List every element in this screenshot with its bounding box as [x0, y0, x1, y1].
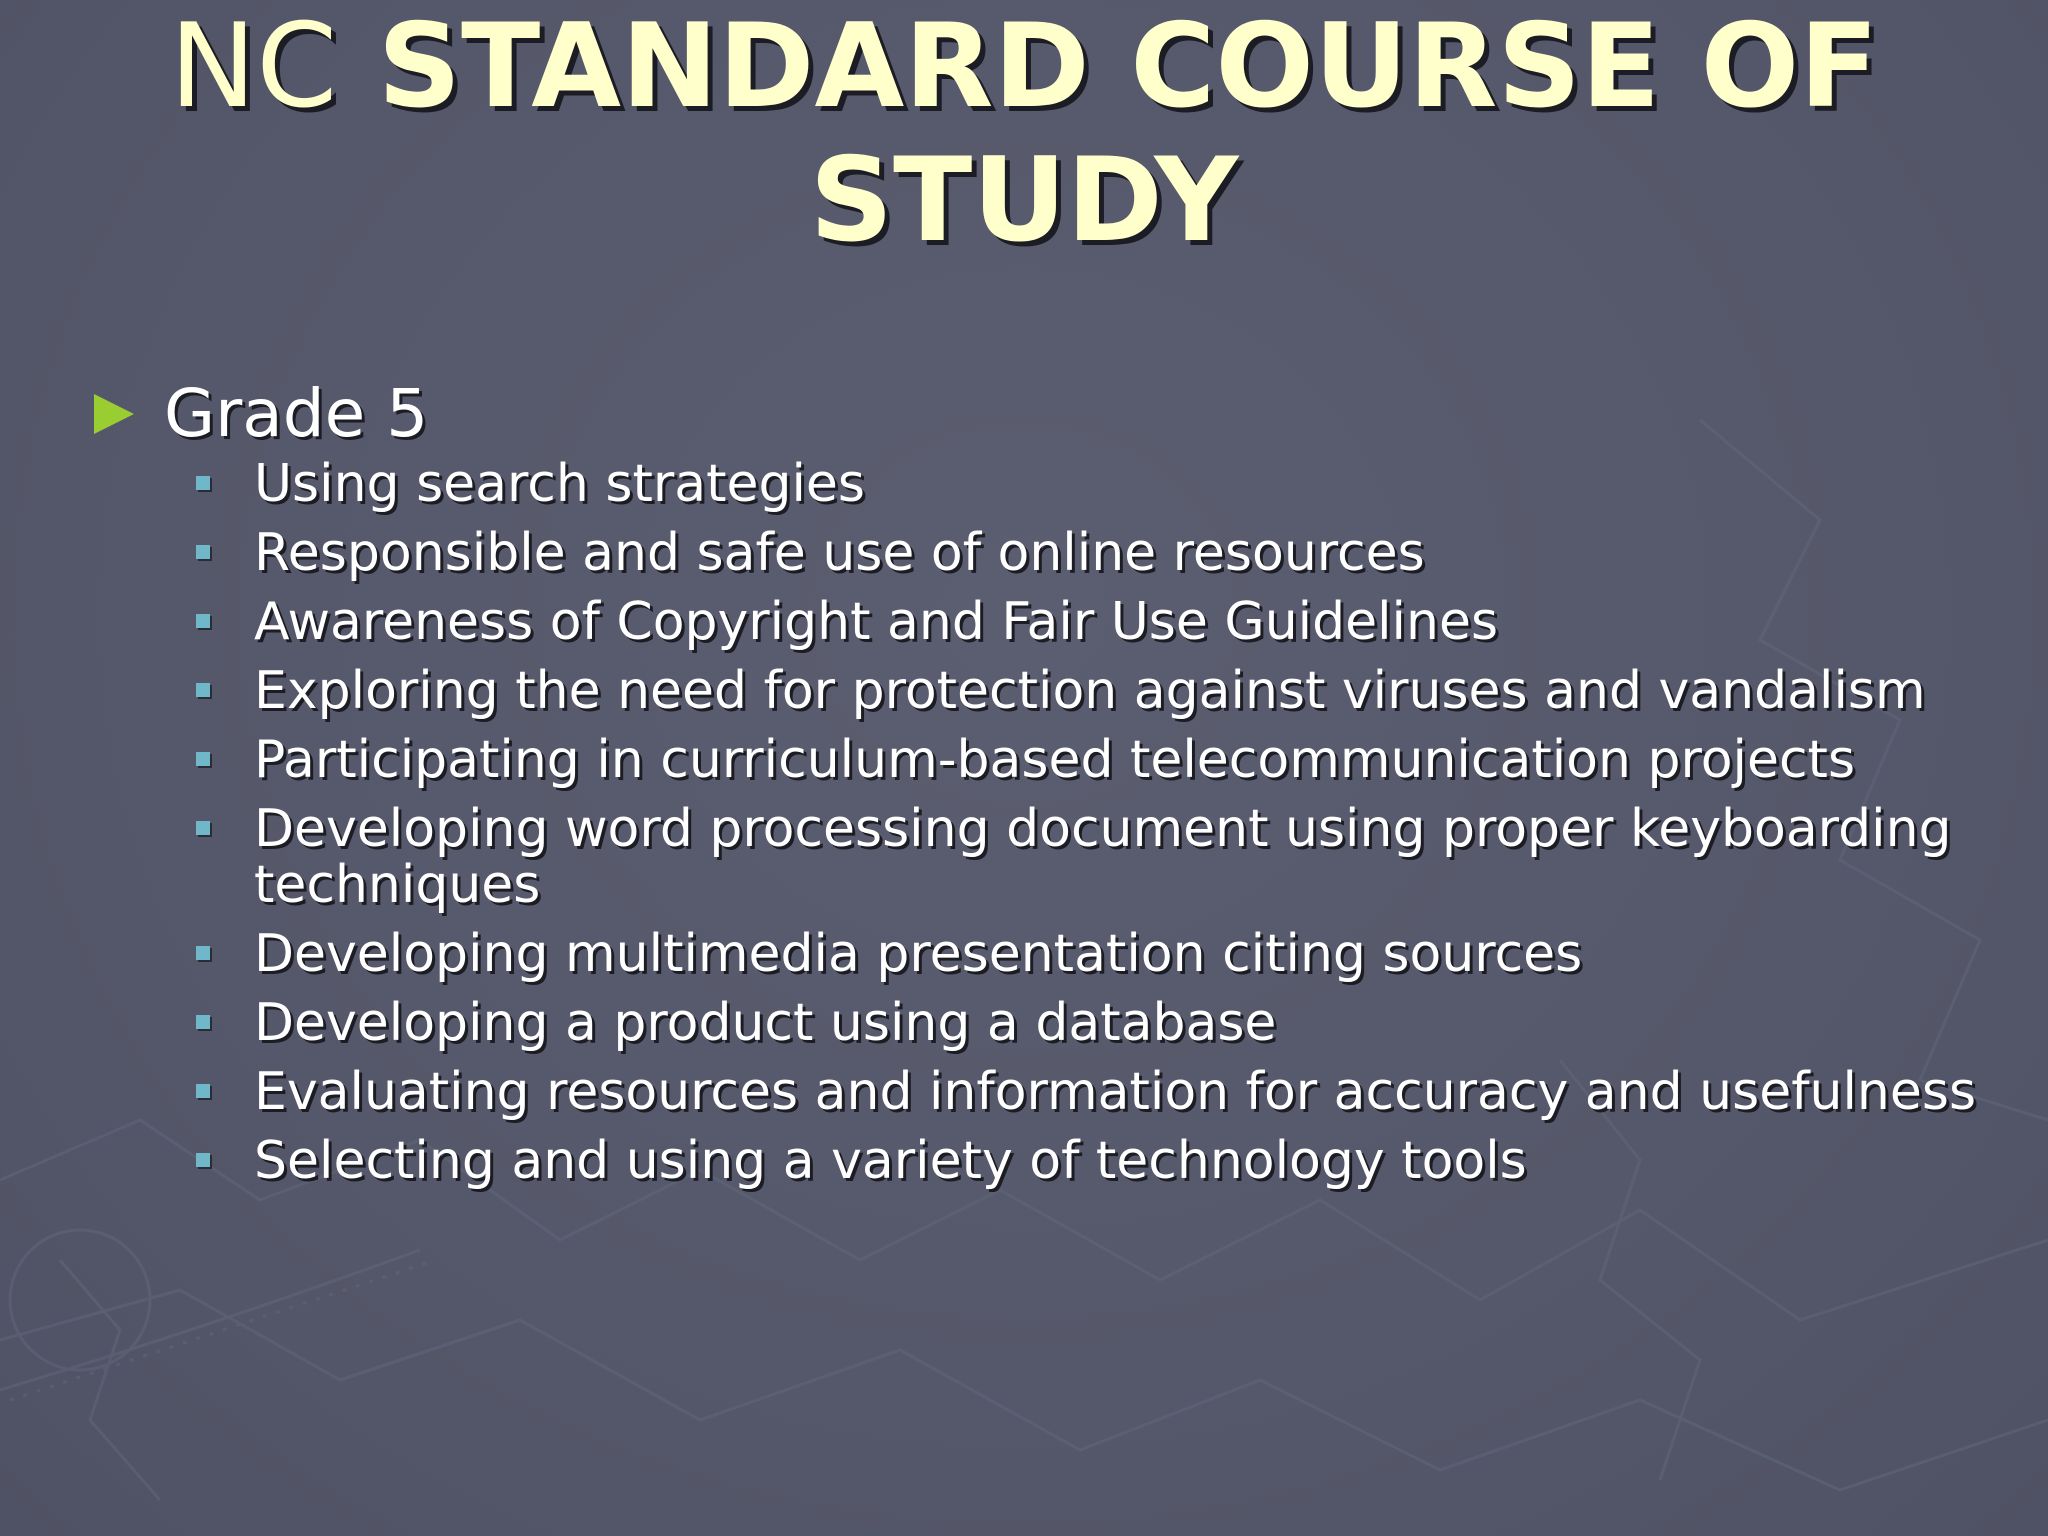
square-bullet-icon — [196, 821, 210, 835]
square-bullet-icon — [196, 946, 210, 960]
list-item-text: Developing word processing document using proper keyboarding techniques — [254, 799, 1952, 915]
square-bullet-icon — [196, 752, 210, 766]
square-bullet-icon — [196, 476, 210, 490]
title-line-2: STUDY — [809, 133, 1239, 268]
list-item-text: Using search strategies — [254, 454, 865, 514]
list-item — [190, 525, 2030, 581]
list-item — [190, 801, 2030, 913]
list-item-text: Evaluating resources and information for accuracy and usefulness — [254, 1062, 1977, 1122]
list-item — [190, 663, 2030, 719]
arrow-bullet-icon — [94, 394, 134, 434]
square-bullet-icon — [196, 683, 210, 697]
list-item-text: Selecting and using a variety of technology tools — [254, 1131, 1527, 1191]
list-item — [190, 1133, 2030, 1189]
list-item-text: Developing a product using a database — [254, 993, 1277, 1053]
list-item — [190, 732, 2030, 788]
square-bullet-icon — [196, 1153, 210, 1167]
list-item — [190, 594, 2030, 650]
list-item-text: Responsible and safe use of online resources — [254, 523, 1425, 583]
list-item-text: Awareness of Copyright and Fair Use Guidelines — [254, 592, 1499, 652]
square-bullet-icon — [196, 1084, 210, 1098]
list-item — [190, 456, 2030, 512]
square-bullet-icon — [196, 1015, 210, 1029]
title-main: STANDARD COURSE OF — [377, 0, 1879, 134]
list-item — [190, 926, 2030, 982]
grade-label: Grade 5 — [164, 375, 429, 452]
list-item — [190, 1064, 2030, 1120]
list-item-text: Developing multimedia presentation citing sources — [254, 924, 1583, 984]
standards-list — [190, 456, 2030, 1202]
list-item-text: Exploring the need for protection against viruses and vandalism — [254, 661, 1926, 721]
list-item — [190, 995, 2030, 1051]
title-prefix: NC — [169, 0, 338, 134]
slide-title — [0, 0, 2048, 268]
square-bullet-icon — [196, 614, 210, 628]
list-item-text: Participating in curriculum-based telecommunication projects — [254, 730, 1856, 790]
square-bullet-icon — [196, 545, 210, 559]
title-line-1 — [0, 0, 2048, 134]
